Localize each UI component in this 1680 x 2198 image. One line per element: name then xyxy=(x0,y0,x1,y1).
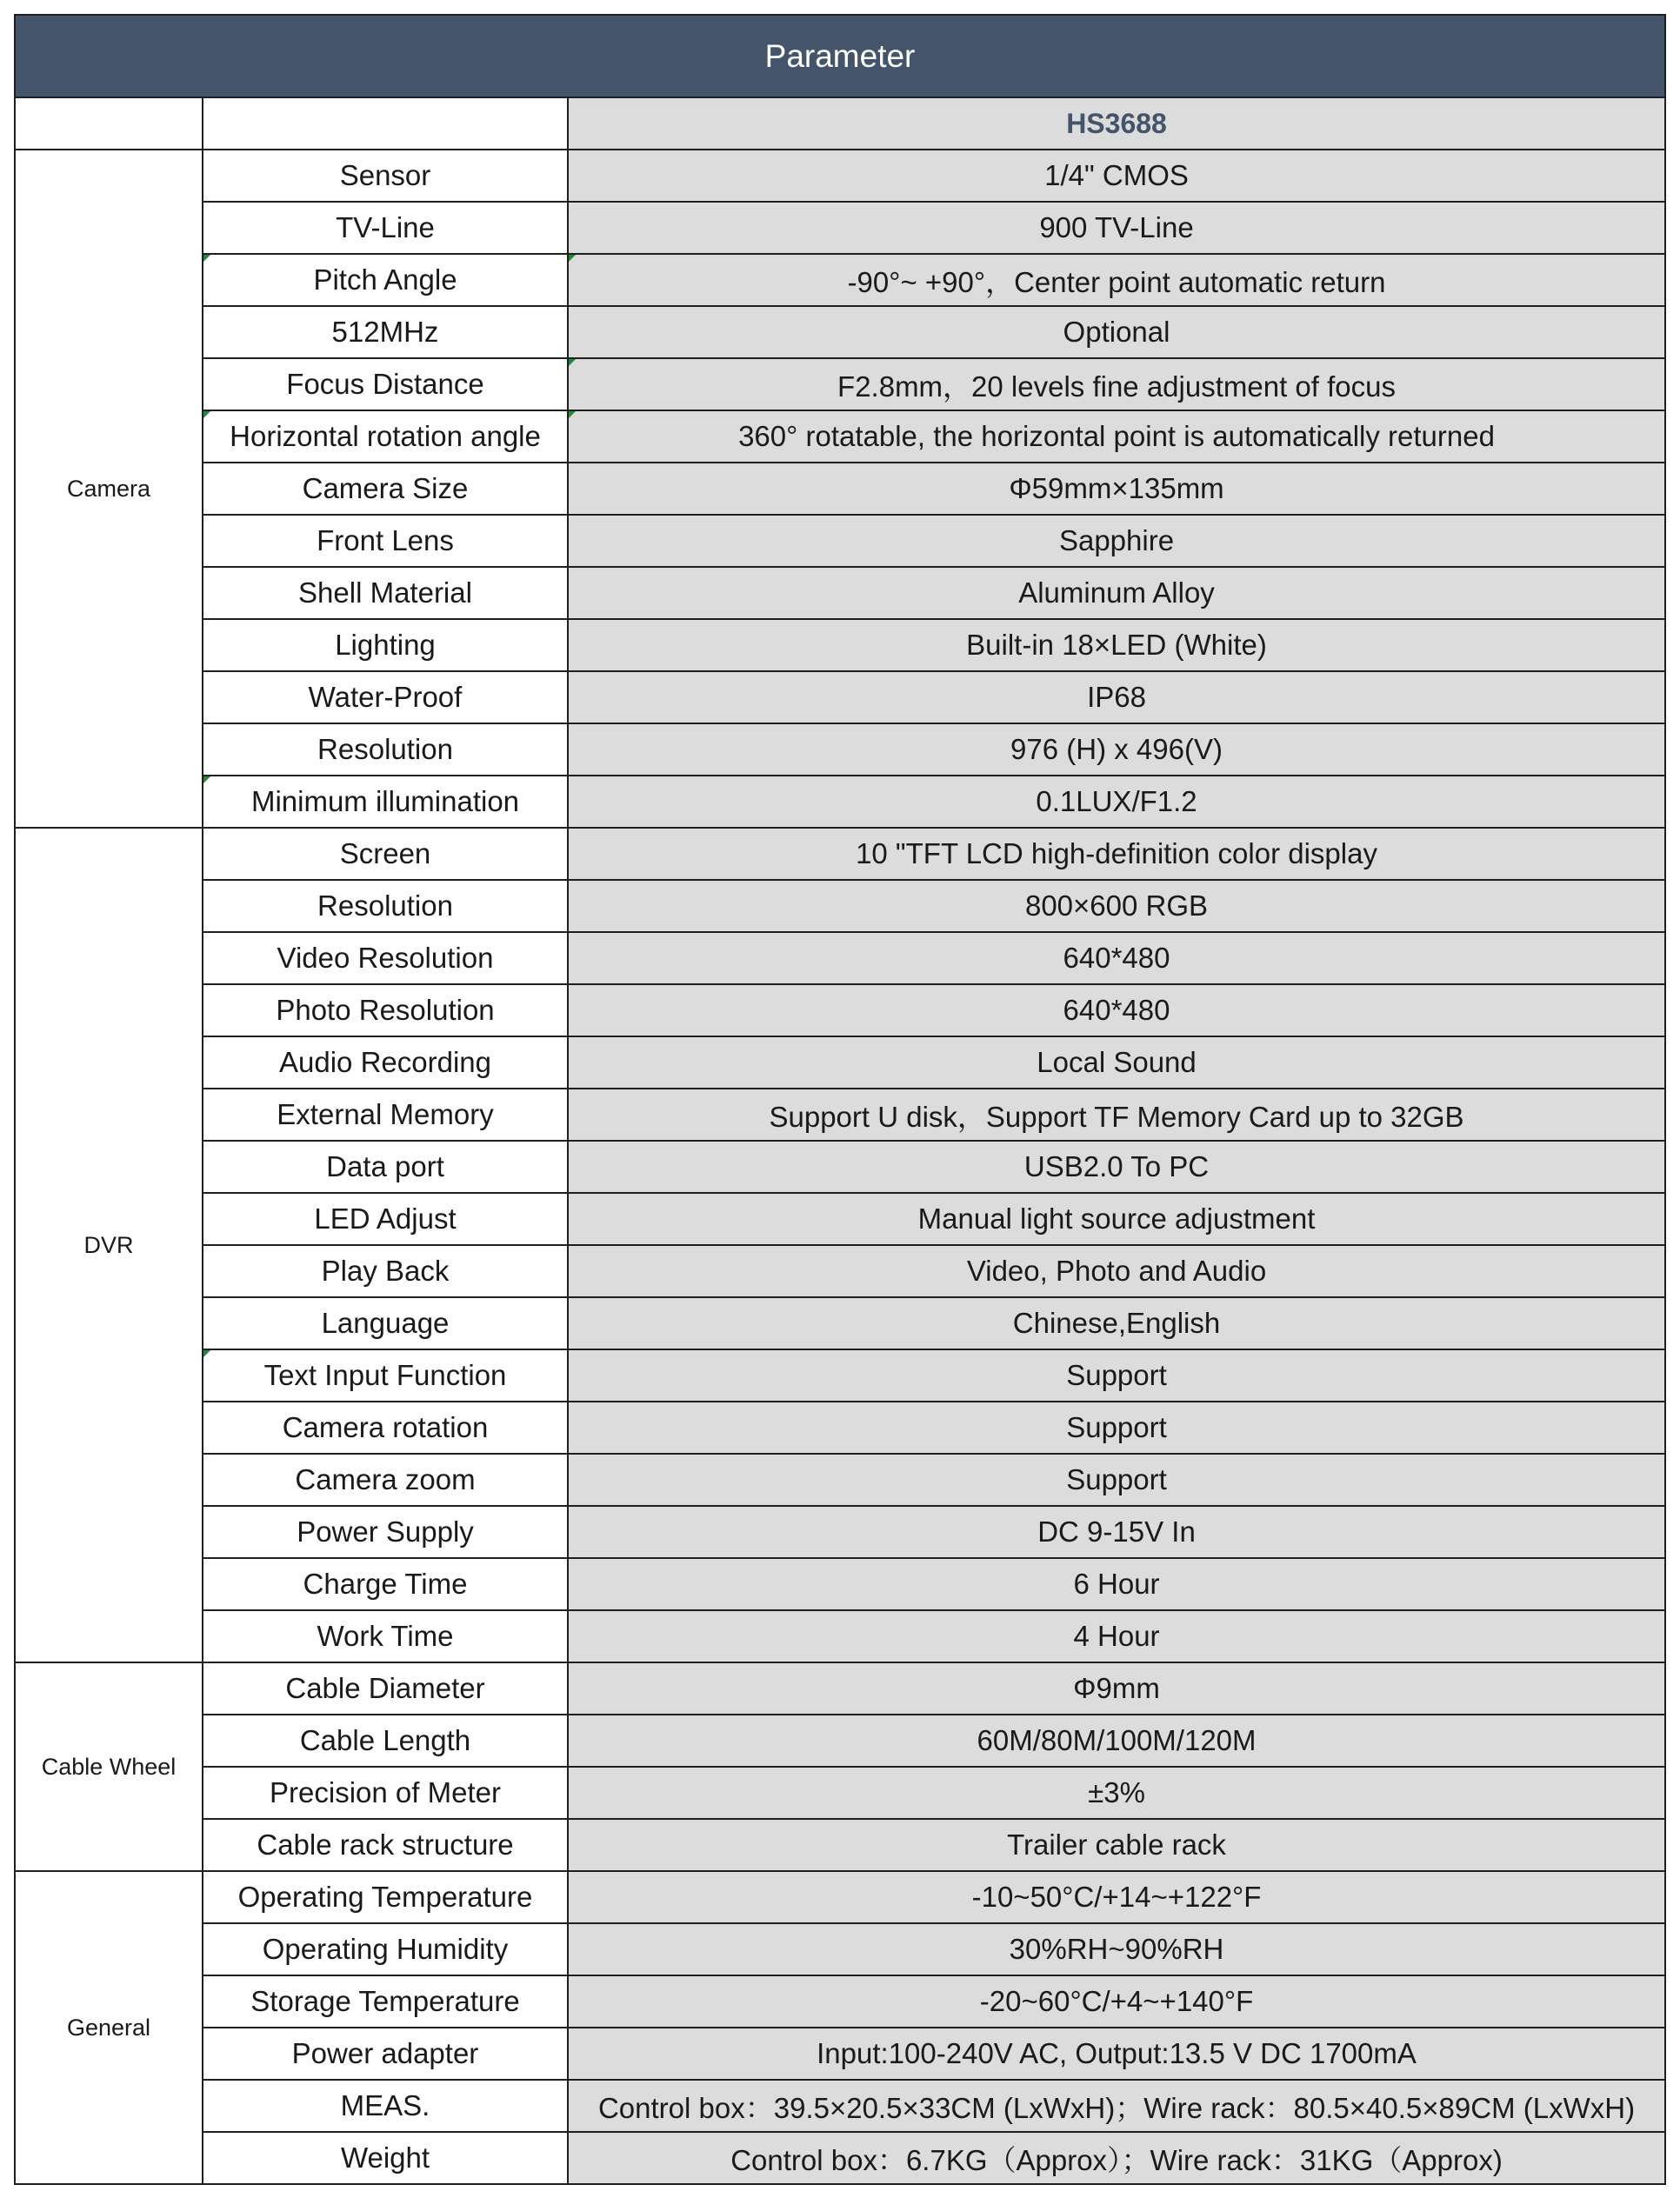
table-row xyxy=(15,828,1665,880)
table-row xyxy=(15,671,1665,723)
param-cell xyxy=(203,1715,568,1767)
value-cell xyxy=(568,1089,1665,1141)
value-cell xyxy=(568,1402,1665,1454)
table-row xyxy=(15,1454,1665,1506)
value-text: IP68 xyxy=(1087,681,1146,713)
value-text: Control box：6.7KG（Approx）；Wire rack：31KG（Approx) xyxy=(730,2143,1503,2176)
group-label: DVR xyxy=(15,828,203,1662)
value-cell xyxy=(568,1454,1665,1506)
table-row xyxy=(15,1662,1665,1715)
model-row xyxy=(15,97,1665,150)
param-cell xyxy=(203,1089,568,1141)
value-cell xyxy=(568,1662,1665,1715)
value-cell xyxy=(568,2132,1665,2184)
param-label: Cable rack structure xyxy=(257,1828,514,1861)
cell-comment-marker xyxy=(203,1350,210,1357)
param-cell xyxy=(203,984,568,1036)
table-row xyxy=(15,2132,1665,2184)
group-label: Camera xyxy=(15,150,203,828)
param-label: Minimum illumination xyxy=(250,785,520,817)
value-cell xyxy=(568,515,1665,567)
value-text: Φ59mm×135mm xyxy=(1009,472,1224,504)
parameter-table xyxy=(14,14,1666,2185)
value-text: -90°~ +90°，Center point automatic return xyxy=(847,265,1386,298)
param-label: Pitch Angle xyxy=(313,263,457,296)
value-text: 1/4" CMOS xyxy=(1044,159,1189,191)
param-cell xyxy=(203,1349,568,1402)
table-row xyxy=(15,515,1665,567)
value-text: 6 Hour xyxy=(1073,1568,1160,1600)
table-row xyxy=(15,932,1665,984)
value-text: 900 TV-Line xyxy=(1039,211,1194,243)
param-label: Weight xyxy=(340,2141,430,2174)
param-label: Play Back xyxy=(321,1255,450,1287)
param-cell xyxy=(203,1297,568,1349)
group-label: Cable Wheel xyxy=(15,1662,203,1871)
value-cell xyxy=(568,828,1665,880)
value-cell xyxy=(568,1819,1665,1871)
table-row xyxy=(15,567,1665,619)
value-text: 800×600 RGB xyxy=(1024,889,1209,922)
param-cell xyxy=(203,2132,568,2184)
table-row xyxy=(15,1975,1665,2028)
value-text: 0.1LUX/F1.2 xyxy=(1036,785,1197,817)
table-row xyxy=(15,1923,1665,1975)
value-cell xyxy=(568,1193,1665,1245)
value-text: USB2.0 To PC xyxy=(1023,1150,1210,1182)
cell-comment-marker xyxy=(569,359,576,366)
param-cell xyxy=(203,1193,568,1245)
table-row xyxy=(15,776,1665,828)
value-text: Input:100-240V AC, Output:13.5 V DC 1700mA xyxy=(817,2037,1417,2069)
value-cell xyxy=(568,619,1665,671)
value-text: 976 (H) x 496(V) xyxy=(1010,733,1223,765)
value-cell xyxy=(568,984,1665,1036)
param-cell xyxy=(203,932,568,984)
table-row xyxy=(15,1193,1665,1245)
param-label: MEAS. xyxy=(340,2089,430,2121)
param-label: Data port xyxy=(326,1150,444,1182)
param-cell xyxy=(203,880,568,932)
param-label: Storage Temperature xyxy=(250,1985,520,2017)
param-cell xyxy=(203,1558,568,1610)
value-cell xyxy=(568,723,1665,776)
value-cell xyxy=(568,2028,1665,2080)
param-label: Shell Material xyxy=(298,576,472,609)
param-cell xyxy=(203,2028,568,2080)
param-cell xyxy=(203,358,568,410)
param-cell xyxy=(203,1245,568,1297)
value-cell xyxy=(568,358,1665,410)
param-cell xyxy=(203,306,568,358)
value-text: F2.8mm，20 levels fine adjustment of focus xyxy=(837,370,1396,403)
value-cell xyxy=(568,1349,1665,1402)
table-row xyxy=(15,463,1665,515)
param-label: Precision of Meter xyxy=(270,1776,501,1808)
param-cell xyxy=(203,1610,568,1662)
value-cell xyxy=(568,1245,1665,1297)
value-text: Control box：39.5×20.5×33CM (LxWxH)；Wire rack：80.5×40.5×89CM (LxWxH) xyxy=(597,2091,1636,2124)
table-row xyxy=(15,1349,1665,1402)
value-text: Trailer cable rack xyxy=(1007,1828,1226,1861)
param-label: Resolution xyxy=(317,733,453,765)
param-label: Operating Temperature xyxy=(237,1881,533,1913)
param-cell xyxy=(203,1402,568,1454)
value-cell xyxy=(568,1715,1665,1767)
param-cell xyxy=(203,776,568,828)
blank-cell xyxy=(203,97,568,150)
value-text: DC 9-15V In xyxy=(1037,1515,1196,1548)
spec-sheet xyxy=(14,14,1664,2185)
table-body xyxy=(15,97,1665,2184)
param-label: Horizontal rotation angle xyxy=(230,420,541,452)
table-row xyxy=(15,723,1665,776)
param-cell xyxy=(203,1975,568,2028)
param-label: Power adapter xyxy=(291,2037,479,2069)
cell-comment-marker xyxy=(203,255,210,262)
table-row xyxy=(15,150,1665,202)
table-row xyxy=(15,2028,1665,2080)
param-cell xyxy=(203,1036,568,1089)
param-label: Water-Proof xyxy=(308,681,463,713)
param-cell xyxy=(203,1454,568,1506)
value-cell xyxy=(568,1506,1665,1558)
value-text: Built-in 18×LED (White) xyxy=(966,629,1267,661)
param-cell xyxy=(203,1871,568,1923)
param-cell xyxy=(203,410,568,463)
value-text: Optional xyxy=(1063,316,1170,348)
value-text: -20~60°C/+4~+140°F xyxy=(979,1985,1254,2017)
value-cell xyxy=(568,254,1665,306)
param-label: Video Resolution xyxy=(277,942,494,974)
value-cell xyxy=(568,150,1665,202)
cell-comment-marker xyxy=(569,411,576,418)
value-cell xyxy=(568,1141,1665,1193)
table-row xyxy=(15,410,1665,463)
param-label: LED Adjust xyxy=(314,1202,457,1235)
value-text: Chinese,English xyxy=(1012,1307,1221,1339)
value-cell xyxy=(568,1036,1665,1089)
model-name: HS3688 xyxy=(568,97,1665,150)
table-row xyxy=(15,202,1665,254)
param-label: Work Time xyxy=(317,1620,454,1652)
param-label: Camera rotation xyxy=(282,1411,489,1443)
param-cell xyxy=(203,828,568,880)
value-cell xyxy=(568,306,1665,358)
param-label: Charge Time xyxy=(303,1568,468,1600)
table-row xyxy=(15,1767,1665,1819)
table-row xyxy=(15,1871,1665,1923)
table-row xyxy=(15,1715,1665,1767)
title-row xyxy=(15,15,1665,97)
table-row xyxy=(15,1141,1665,1193)
table-row xyxy=(15,984,1665,1036)
value-cell xyxy=(568,202,1665,254)
param-cell xyxy=(203,2080,568,2132)
param-label: Cable Length xyxy=(299,1724,471,1756)
param-label: TV-Line xyxy=(336,211,435,243)
param-label: Camera Size xyxy=(302,472,469,504)
value-text: Aluminum Alloy xyxy=(1018,576,1215,609)
table-row xyxy=(15,1245,1665,1297)
value-text: Sapphire xyxy=(1058,524,1175,556)
param-label: Photo Resolution xyxy=(276,994,495,1026)
value-cell xyxy=(568,567,1665,619)
value-text: -10~50°C/+14~+122°F xyxy=(971,1881,1262,1913)
table-row xyxy=(15,1506,1665,1558)
value-cell xyxy=(568,932,1665,984)
param-cell xyxy=(203,1819,568,1871)
value-text: Manual light source adjustment xyxy=(917,1202,1316,1235)
value-text: 640*480 xyxy=(1063,942,1170,974)
param-cell xyxy=(203,515,568,567)
param-cell xyxy=(203,1141,568,1193)
param-cell xyxy=(203,723,568,776)
param-cell xyxy=(203,1506,568,1558)
table-row xyxy=(15,1610,1665,1662)
value-cell xyxy=(568,1297,1665,1349)
param-label: Language xyxy=(321,1307,450,1339)
param-cell xyxy=(203,463,568,515)
value-text: Φ9mm xyxy=(1073,1672,1160,1704)
value-text: Support xyxy=(1066,1463,1167,1495)
param-cell xyxy=(203,619,568,671)
value-cell xyxy=(568,1975,1665,2028)
value-text: 10 "TFT LCD high-definition color display xyxy=(856,837,1377,869)
value-cell xyxy=(568,671,1665,723)
param-label: Power Supply xyxy=(297,1515,474,1548)
table-row xyxy=(15,306,1665,358)
param-cell xyxy=(203,671,568,723)
param-label: Screen xyxy=(339,837,431,869)
param-cell xyxy=(203,150,568,202)
cell-comment-marker xyxy=(569,255,576,262)
table-row xyxy=(15,1819,1665,1871)
param-label: Front Lens xyxy=(317,524,454,556)
param-cell xyxy=(203,1767,568,1819)
param-label: Operating Humidity xyxy=(262,1933,509,1965)
value-text: Video, Photo and Audio xyxy=(966,1255,1267,1287)
cell-comment-marker xyxy=(203,411,210,418)
value-text: Support U disk，Support TF Memory Card up to 32GB xyxy=(769,1100,1464,1133)
value-text: 4 Hour xyxy=(1073,1620,1160,1652)
value-cell xyxy=(568,2080,1665,2132)
group-label: General xyxy=(15,1871,203,2184)
table-row xyxy=(15,1402,1665,1454)
table-row xyxy=(15,2080,1665,2132)
param-label: 512MHz xyxy=(331,316,439,348)
value-text: 30%RH~90%RH xyxy=(1009,1933,1224,1965)
param-label: Camera zoom xyxy=(295,1463,476,1495)
cell-comment-marker xyxy=(203,776,210,783)
value-cell xyxy=(568,1558,1665,1610)
table-row xyxy=(15,358,1665,410)
param-label: Cable Diameter xyxy=(285,1672,485,1704)
table-row xyxy=(15,1297,1665,1349)
value-cell xyxy=(568,1923,1665,1975)
value-text: 360° rotatable, the horizontal point is automatically returned xyxy=(738,420,1495,452)
value-cell xyxy=(568,880,1665,932)
param-cell xyxy=(203,1662,568,1715)
param-label: Sensor xyxy=(339,159,431,191)
value-text: ±3% xyxy=(1088,1776,1145,1808)
value-cell xyxy=(568,1871,1665,1923)
param-cell xyxy=(203,254,568,306)
value-text: Local Sound xyxy=(1037,1046,1197,1078)
table-row xyxy=(15,1036,1665,1089)
table-row xyxy=(15,880,1665,932)
value-text: Support xyxy=(1066,1359,1167,1391)
table-row xyxy=(15,619,1665,671)
value-cell xyxy=(568,410,1665,463)
param-cell xyxy=(203,1923,568,1975)
param-label: Text Input Function xyxy=(263,1359,507,1391)
param-cell xyxy=(203,202,568,254)
param-label: Focus Distance xyxy=(286,368,484,400)
param-label: Resolution xyxy=(317,889,453,922)
param-cell xyxy=(203,567,568,619)
table-row xyxy=(15,1089,1665,1141)
value-cell xyxy=(568,463,1665,515)
table-row xyxy=(15,254,1665,306)
value-cell xyxy=(568,1610,1665,1662)
value-text: Support xyxy=(1066,1411,1167,1443)
param-label: Audio Recording xyxy=(279,1046,491,1078)
value-cell xyxy=(568,1767,1665,1819)
param-label: External Memory xyxy=(277,1098,494,1130)
table-title: Parameter xyxy=(15,15,1665,97)
value-cell xyxy=(568,776,1665,828)
value-text: 60M/80M/100M/120M xyxy=(977,1724,1257,1756)
blank-cell xyxy=(15,97,203,150)
param-label: Lighting xyxy=(335,629,436,661)
table-row xyxy=(15,1558,1665,1610)
value-text: 640*480 xyxy=(1063,994,1170,1026)
